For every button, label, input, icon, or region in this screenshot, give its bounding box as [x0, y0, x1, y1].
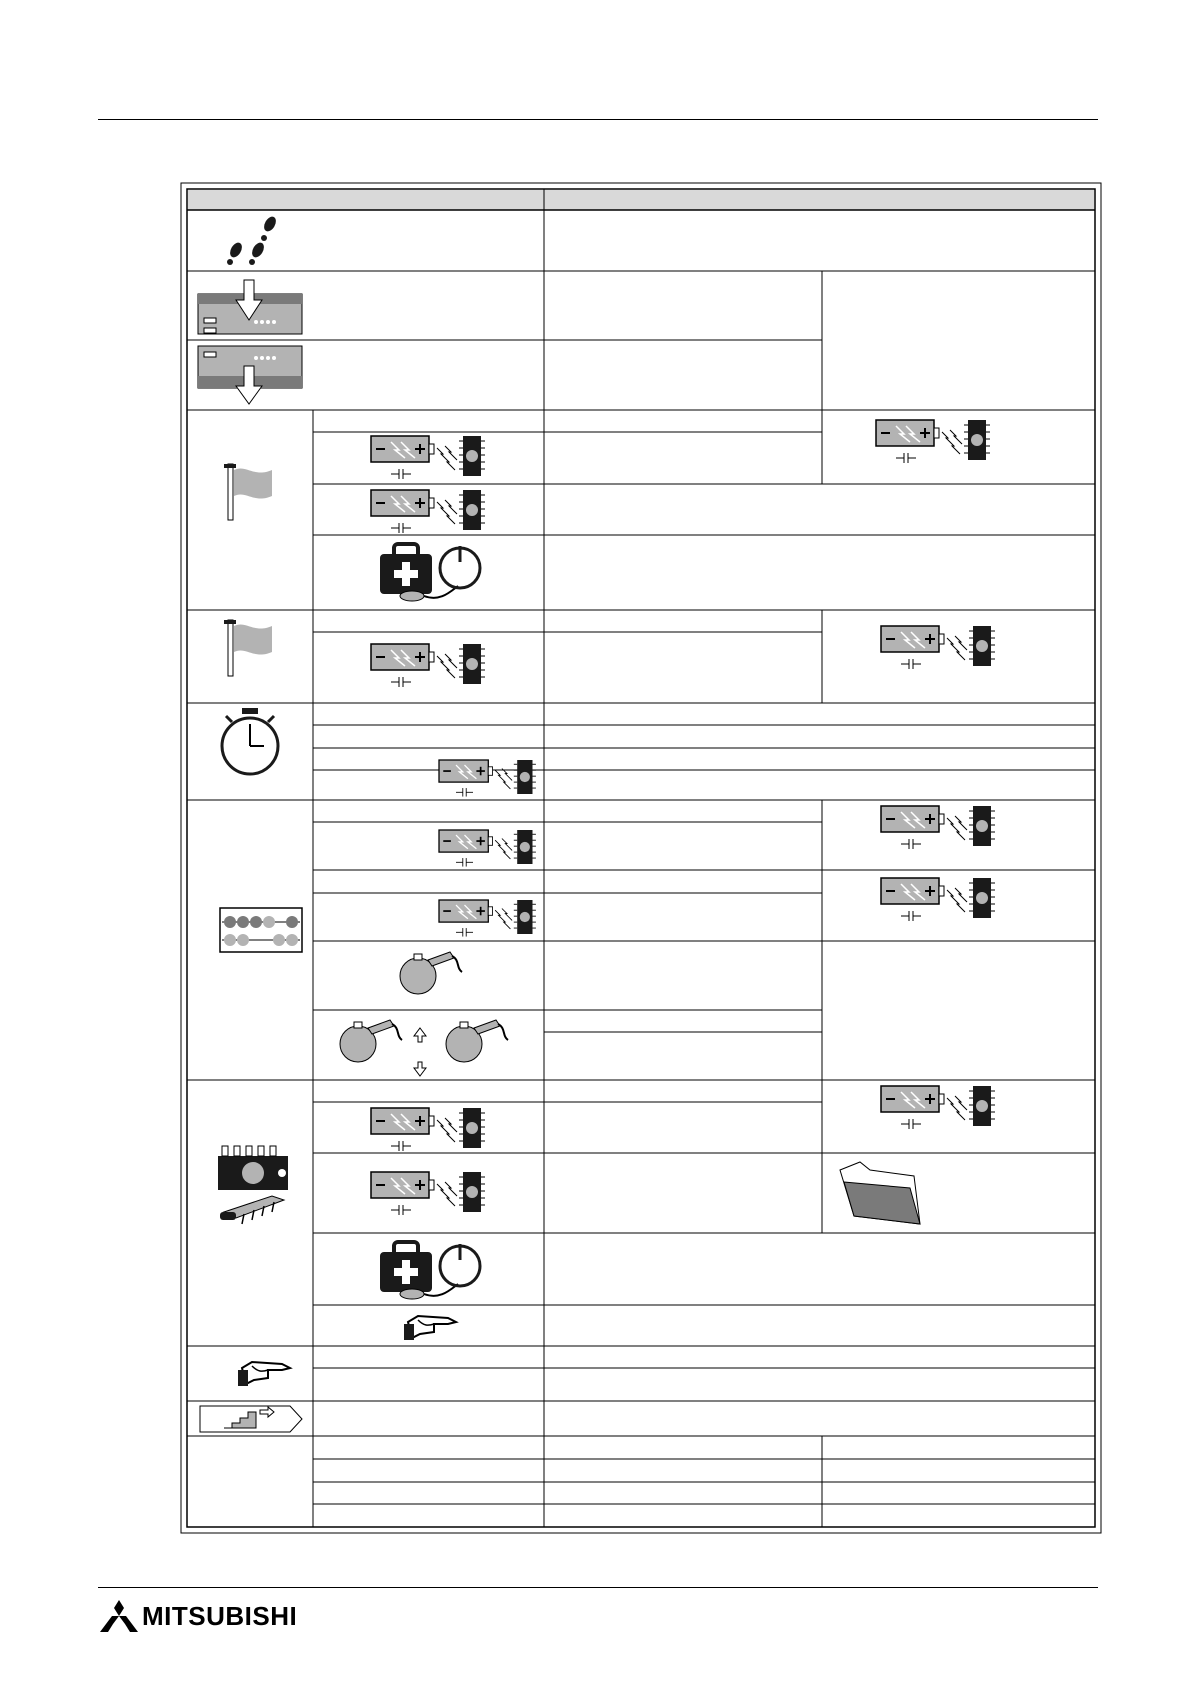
- flag-icon: [224, 620, 272, 676]
- battery-chip-icon: [881, 806, 995, 849]
- encoder-wheel-icon: [446, 1020, 508, 1062]
- brand-name: MITSUBISHI: [142, 1600, 298, 1631]
- battery-chip-icon: [881, 1086, 995, 1129]
- battery-chip-icon: [371, 436, 485, 479]
- battery-chip-icon: [881, 626, 995, 669]
- battery-chip-icon: [371, 1172, 485, 1215]
- pointing-hand-icon: [238, 1362, 290, 1386]
- battery-chip-icon: [371, 1108, 485, 1151]
- footsteps-icon: [227, 215, 278, 265]
- battery-chip-icon: [371, 490, 485, 533]
- first-aid-power-icon: [380, 544, 480, 601]
- battery-chip-icon: [876, 420, 990, 463]
- battery-chip-icon: [881, 878, 995, 921]
- stopwatch-icon: [222, 708, 278, 774]
- flag-icon: [224, 464, 272, 520]
- footer-rule: [98, 1587, 1098, 1588]
- up-down-arrows-icon: [414, 1028, 426, 1076]
- encoder-wheel-icon: [340, 1020, 402, 1062]
- battery-chip-icon: [439, 900, 536, 937]
- folder-icon: [840, 1162, 920, 1224]
- battery-chip-icon: [439, 760, 536, 797]
- footer-logo: [100, 1600, 297, 1632]
- ic-chip-icon: [218, 1146, 288, 1224]
- base-unit-insert-icon: [198, 280, 302, 334]
- base-unit-remove-icon: [198, 346, 302, 404]
- battery-chip-icon: [371, 644, 485, 687]
- stair-step-icon: [200, 1406, 302, 1432]
- abacus-icon: [220, 908, 302, 952]
- encoder-wheel-icon: [400, 952, 462, 994]
- pointing-hand-icon: [404, 1316, 456, 1340]
- three-diamonds-logo: [100, 1600, 138, 1632]
- battery-chip-icon: [439, 830, 536, 867]
- first-aid-power-icon: [380, 1242, 480, 1299]
